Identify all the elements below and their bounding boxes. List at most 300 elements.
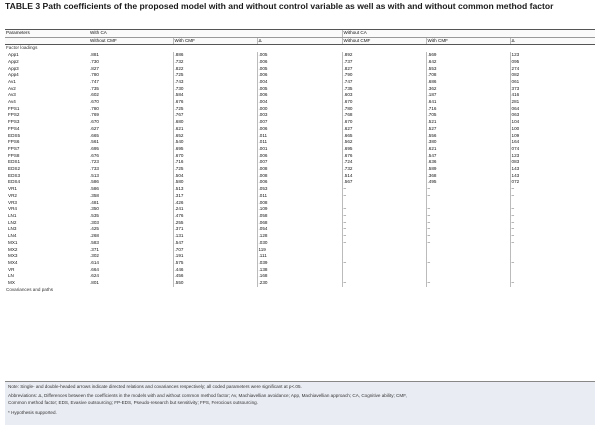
cell-without-ca-with-cmf: .708: [426, 72, 510, 79]
cell-without-ca-with-cmf: .636: [426, 159, 510, 166]
row-label: FPS3: [8, 119, 20, 125]
cell-with-ca-with-cmf: .191: [173, 253, 257, 260]
table-row: [5, 106, 595, 113]
footnote-note: Note: Single- and double-headed arrows indicate directed relations and covariances respectively; all coded parameters were significant at p<.05.: [8, 384, 302, 389]
cell-without-ca-with-cmf: .641: [426, 99, 510, 106]
table-row: [5, 206, 595, 213]
cell-with-ca-delta: .008: [257, 173, 342, 180]
table-row: [5, 79, 595, 86]
table-row: [5, 159, 595, 166]
cell-with-ca-delta: .001: [257, 146, 342, 153]
cell-without-ca-delta: 061: [510, 79, 595, 86]
row-label: EDS4: [8, 179, 21, 185]
cell-with-ca-delta: .007: [257, 119, 342, 126]
cell-without-ca-without-cmf: –: [342, 220, 426, 227]
cell-without-ca-without-cmf: [342, 200, 426, 207]
cell-without-ca-without-cmf: .603: [342, 92, 426, 99]
row-label: FPS6: [8, 139, 20, 145]
cell-with-ca-delta: .006: [257, 179, 342, 186]
row-label: FPS8: [8, 152, 20, 158]
cell-without-ca-with-cmf: .569: [426, 52, 510, 59]
cell-without-ca-delta: 074: [510, 146, 595, 153]
cell-without-ca-with-cmf: .553: [426, 66, 510, 73]
table-row: [5, 179, 595, 186]
footnote-abbreviations: Abbreviations: Δ, Differences between the coefficients in the models with and without common method factor; Av, Machiavellian avoidance; App, Machiavellian approach; CA, Cognitive ability; CMF,: [8, 393, 407, 398]
table-row: [5, 220, 595, 227]
cell-with-ca-with-cmf: .550: [173, 280, 257, 287]
cell-without-ca-without-cmf: –: [342, 233, 426, 240]
cell-with-ca-delta: .006: [257, 72, 342, 79]
row-label: MX3: [8, 253, 18, 259]
footnote-abbreviations-cont: Common method factor; EDS, Evasive outsourcing; FP-EDS, Pseudo-research but sensitivity; FPS, Ferocious outsourcing.: [8, 400, 258, 405]
cell-with-ca-without-cmf: .676: [90, 152, 99, 158]
row-label: EDS2: [8, 166, 21, 172]
table-row: [5, 226, 595, 233]
cell-with-ca-with-cmf: .743: [173, 79, 257, 86]
cell-without-ca-without-cmf: .827: [342, 66, 426, 73]
cell-with-ca-without-cmf: .586: [90, 179, 99, 185]
cell-without-ca-without-cmf: .676: [342, 153, 426, 160]
table-row: [5, 59, 595, 66]
cell-with-ca-delta: .128: [257, 233, 342, 240]
cell-with-ca-with-cmf: .621: [173, 126, 257, 133]
table-row: [5, 247, 595, 254]
cell-with-ca-with-cmf: .652: [173, 133, 257, 140]
cell-without-ca-delta: –: [510, 226, 595, 233]
cell-with-ca-delta: .006: [257, 153, 342, 160]
row-label: Av1: [8, 78, 16, 84]
cell-with-ca-without-cmf: .665: [90, 132, 99, 138]
cell-without-ca-without-cmf: –: [342, 206, 426, 213]
cell-without-ca-delta: –: [510, 260, 595, 267]
cell-with-ca-without-cmf: .358: [90, 192, 99, 198]
cell-without-ca-without-cmf: .892: [342, 52, 426, 59]
row-label: App3: [8, 65, 19, 71]
header-with-ca-delta: Δ: [257, 37, 342, 45]
cell-with-ca-with-cmf: .317: [173, 193, 257, 200]
row-label: FPS2: [8, 112, 20, 118]
cell-without-ca-delta: –: [510, 220, 595, 227]
header-without-ca-delta: Δ: [510, 37, 595, 45]
table-row: [5, 133, 595, 140]
cell-with-ca-with-cmf: .730: [173, 86, 257, 93]
header-empty: [5, 37, 89, 45]
row-label: EDS1: [8, 159, 21, 165]
cell-without-ca-with-cmf: .547: [426, 153, 510, 160]
cell-with-ca-with-cmf: .886: [173, 52, 257, 59]
cell-with-ca-with-cmf: .241: [173, 206, 257, 213]
table-row: [5, 280, 595, 287]
cell-without-ca-with-cmf: .642: [426, 59, 510, 66]
cell-without-ca-delta: 123: [510, 153, 595, 160]
cell-without-ca-with-cmf: –: [426, 220, 510, 227]
cell-with-ca-with-cmf: .732: [173, 59, 257, 66]
cell-with-ca-delta: .000: [257, 106, 342, 113]
row-label: MX1: [8, 239, 18, 245]
table-row: [5, 273, 595, 280]
cell-with-ca-without-cmf: .371: [90, 246, 99, 252]
row-label: FPS4: [8, 125, 20, 131]
cell-with-ca-without-cmf: .624: [90, 273, 99, 279]
cell-with-ca-without-cmf: .513: [90, 172, 99, 178]
row-label: Av3: [8, 92, 16, 98]
row-label: Av2: [8, 85, 16, 91]
row-label: EDS3: [8, 172, 21, 178]
cell-with-ca-with-cmf: .255: [173, 220, 257, 227]
table-row: [5, 119, 595, 126]
cell-with-ca-without-cmf: .614: [90, 259, 99, 265]
cell-with-ca-without-cmf: .881: [90, 52, 99, 58]
cell-without-ca-with-cmf: .521: [426, 119, 510, 126]
cell-without-ca-delta: 104: [510, 119, 595, 126]
cell-with-ca-delta: .005: [257, 52, 342, 59]
cell-without-ca-with-cmf: .705: [426, 112, 510, 119]
cell-without-ca-with-cmf: .621: [426, 146, 510, 153]
cell-without-ca-without-cmf: [342, 273, 426, 280]
section-covariances: [5, 287, 595, 294]
cell-without-ca-with-cmf: [426, 200, 510, 207]
table-row: [5, 52, 595, 59]
cell-with-ca-delta: .004: [257, 99, 342, 106]
cell-with-ca-with-cmf: .670: [173, 153, 257, 160]
table-row: [5, 86, 595, 93]
cell-with-ca-with-cmf: .547: [173, 240, 257, 247]
cell-with-ca-delta: .138: [257, 267, 342, 274]
cell-without-ca-without-cmf: .747: [342, 79, 426, 86]
cell-without-ca-with-cmf: [426, 273, 510, 280]
cell-with-ca-with-cmf: .504: [173, 173, 257, 180]
table-row: [5, 186, 595, 193]
cell-without-ca-without-cmf: –: [342, 260, 426, 267]
cell-with-ca-with-cmf: .584: [173, 92, 257, 99]
cell-without-ca-with-cmf: .716: [426, 106, 510, 113]
cell-without-ca-delta: –: [510, 240, 595, 247]
cell-with-ca-delta: .168: [257, 273, 342, 280]
table-row: [5, 260, 595, 267]
cell-with-ca-with-cmf: .575: [173, 260, 257, 267]
cell-without-ca-delta: [510, 253, 595, 260]
cell-with-ca-delta: 119: [257, 247, 342, 254]
cell-with-ca-with-cmf: .707: [173, 247, 257, 254]
cell-with-ca-without-cmf: .670: [90, 99, 99, 105]
header-row-1: [5, 30, 595, 38]
cell-without-ca-delta: 072: [510, 179, 595, 186]
row-label: EDS5: [8, 132, 21, 138]
table-row: [5, 92, 595, 99]
cell-with-ca-without-cmf: .602: [90, 92, 99, 98]
cell-without-ca-without-cmf: .670: [342, 119, 426, 126]
cell-with-ca-delta: .030: [257, 240, 342, 247]
cell-without-ca-without-cmf: .790: [342, 72, 426, 79]
cell-with-ca-with-cmf: .446: [173, 267, 257, 274]
cell-with-ca-with-cmf: .513: [173, 186, 257, 193]
row-label: App4: [8, 72, 19, 78]
table-row: [5, 146, 595, 153]
cell-without-ca-delta: –: [510, 280, 595, 287]
header-with-ca-with-cmf: With CMF: [173, 37, 257, 45]
cell-with-ca-without-cmf: .302: [90, 253, 99, 259]
cell-without-ca-without-cmf: [342, 247, 426, 254]
cell-without-ca-delta: 281: [510, 99, 595, 106]
cell-without-ca-with-cmf: –: [426, 193, 510, 200]
cell-without-ca-without-cmf: –: [342, 240, 426, 247]
cell-without-ca-with-cmf: –: [426, 280, 510, 287]
row-label: App1: [8, 52, 19, 58]
cell-with-ca-delta: .058: [257, 213, 342, 220]
cell-with-ca-delta: .053: [257, 186, 342, 193]
table-row: [5, 66, 595, 73]
cell-with-ca-delta: .230: [257, 280, 342, 287]
row-label: LN4: [8, 233, 17, 239]
row-label: LN3: [8, 226, 17, 232]
cell-with-ca-with-cmf: .426: [173, 200, 257, 207]
cell-without-ca-with-cmf: [426, 247, 510, 254]
cell-with-ca-with-cmf: .680: [173, 119, 257, 126]
section-factor-loadings: [5, 45, 595, 52]
cell-with-ca-delta: .004: [257, 79, 342, 86]
cell-without-ca-delta: 274: [510, 66, 595, 73]
cell-with-ca-delta: .008: [257, 200, 342, 207]
row-label: MX2: [8, 246, 18, 252]
cell-with-ca-without-cmf: .664: [90, 266, 99, 272]
cell-with-ca-without-cmf: .747: [90, 78, 99, 84]
cell-without-ca-without-cmf: .780: [342, 106, 426, 113]
cell-with-ca-without-cmf: .303: [90, 219, 99, 225]
table-row: [5, 240, 595, 247]
cell-without-ca-without-cmf: .567: [342, 179, 426, 186]
cell-with-ca-delta: .005: [257, 66, 342, 73]
cell-without-ca-without-cmf: .768: [342, 112, 426, 119]
cell-without-ca-with-cmf: –: [426, 240, 510, 247]
cell-without-ca-delta: 064: [510, 106, 595, 113]
cell-with-ca-without-cmf: .535: [90, 212, 99, 218]
table-row: [5, 267, 595, 274]
cell-without-ca-without-cmf: –: [342, 213, 426, 220]
cell-with-ca-with-cmf: .767: [173, 112, 257, 119]
cell-without-ca-delta: 143: [510, 173, 595, 180]
section-label: Covariances and paths: [6, 286, 53, 292]
cell-without-ca-without-cmf: .627: [342, 126, 426, 133]
cell-without-ca-delta: 416: [510, 92, 595, 99]
cell-without-ca-delta: [510, 200, 595, 207]
cell-without-ca-with-cmf: –: [426, 260, 510, 267]
cell-without-ca-delta: 373: [510, 86, 595, 93]
cell-without-ca-delta: [510, 273, 595, 280]
cell-with-ca-with-cmf: .725: [173, 166, 257, 173]
table-row: [5, 153, 595, 160]
cell-without-ca-with-cmf: .589: [426, 166, 510, 173]
row-label: App2: [8, 58, 19, 64]
table-row: [5, 213, 595, 220]
path-coefficients-table: [5, 29, 595, 293]
cell-with-ca-without-cmf: .561: [90, 139, 99, 145]
cell-with-ca-without-cmf: .769: [90, 112, 99, 118]
cell-with-ca-delta: .005: [257, 86, 342, 93]
cell-with-ca-without-cmf: .780: [90, 72, 99, 78]
table-row: [5, 72, 595, 79]
cell-without-ca-with-cmf: –: [426, 186, 510, 193]
row-label: LN: [8, 273, 14, 279]
cell-without-ca-delta: 082: [510, 72, 595, 79]
row-label: Av4: [8, 99, 16, 105]
cell-without-ca-without-cmf: .665: [342, 133, 426, 140]
table-row: [5, 139, 595, 146]
row-label: VR2: [8, 192, 17, 198]
row-label: VR: [8, 266, 15, 272]
cell-with-ca-delta: .006: [257, 126, 342, 133]
cell-with-ca-delta: .008: [257, 166, 342, 173]
table-row: [5, 200, 595, 207]
cell-without-ca-delta: 164: [510, 139, 595, 146]
cell-with-ca-delta: .011: [257, 133, 342, 140]
row-label: FPS1: [8, 105, 20, 111]
cell-with-ca-without-cmf: .801: [90, 280, 99, 286]
cell-without-ca-without-cmf: .732: [342, 166, 426, 173]
cell-without-ca-with-cmf: .187: [426, 92, 510, 99]
cell-without-ca-with-cmf: .686: [426, 79, 510, 86]
table-row: [5, 112, 595, 119]
cell-without-ca-delta: 143: [510, 166, 595, 173]
cell-without-ca-without-cmf: .514: [342, 173, 426, 180]
cell-with-ca-without-cmf: .695: [90, 145, 99, 151]
cell-without-ca-with-cmf: .362: [426, 86, 510, 93]
cell-with-ca-without-cmf: .730: [90, 58, 99, 64]
cell-with-ca-without-cmf: .670: [90, 119, 99, 125]
table-body: [5, 30, 595, 294]
row-label: VR4: [8, 206, 17, 212]
cell-with-ca-delta: .011: [257, 193, 342, 200]
cell-without-ca-with-cmf: .380: [426, 139, 510, 146]
cell-with-ca-delta: .111: [257, 253, 342, 260]
cell-with-ca-delta: .109: [257, 206, 342, 213]
cell-with-ca-delta: .003: [257, 112, 342, 119]
cell-without-ca-with-cmf: –: [426, 226, 510, 233]
cell-with-ca-delta: .011: [257, 139, 342, 146]
cell-with-ca-without-cmf: .350: [90, 206, 99, 212]
table-row: [5, 99, 595, 106]
cell-without-ca-delta: 109: [510, 133, 595, 140]
header-with-ca-without-cmf: Without CMF: [89, 37, 173, 45]
cell-without-ca-delta: –: [510, 193, 595, 200]
cell-with-ca-with-cmf: .716: [173, 159, 257, 166]
cell-without-ca-delta: 063: [510, 112, 595, 119]
cell-with-ca-without-cmf: .723: [90, 159, 99, 165]
cell-without-ca-delta: 083: [510, 159, 595, 166]
cell-without-ca-delta: –: [510, 186, 595, 193]
cell-with-ca-without-cmf: .268: [90, 233, 99, 239]
cell-without-ca-without-cmf: –: [342, 226, 426, 233]
cell-without-ca-delta: 123: [510, 52, 595, 59]
cell-without-ca-delta: [510, 267, 595, 274]
cell-without-ca-delta: –: [510, 213, 595, 220]
cell-with-ca-without-cmf: .583: [90, 239, 99, 245]
table-row: [5, 253, 595, 260]
cell-without-ca-delta: 100: [510, 126, 595, 133]
cell-with-ca-with-cmf: .676: [173, 99, 257, 106]
cell-without-ca-delta: –: [510, 233, 595, 240]
cell-without-ca-without-cmf: .695: [342, 146, 426, 153]
header-without-ca: Without CA: [342, 30, 595, 38]
cell-without-ca-without-cmf: –: [342, 186, 426, 193]
cell-with-ca-with-cmf: .131: [173, 233, 257, 240]
header-without-ca-with-cmf: With CMF: [426, 37, 510, 45]
header-with-ca: With CA: [89, 30, 342, 38]
cell-without-ca-without-cmf: .724: [342, 159, 426, 166]
header-without-ca-without-cmf: Without CMF: [342, 37, 426, 45]
row-label: MX4: [8, 259, 18, 265]
section-label: Factor loadings: [6, 45, 38, 51]
row-label: MX: [8, 280, 15, 286]
table-row: [5, 233, 595, 240]
cell-with-ca-with-cmf: .476: [173, 213, 257, 220]
table-row: [5, 193, 595, 200]
cell-with-ca-with-cmf: .695: [173, 146, 257, 153]
cell-with-ca-delta: .054: [257, 226, 342, 233]
cell-without-ca-delta: [510, 247, 595, 254]
row-label: VR1: [8, 186, 17, 192]
cell-with-ca-delta: .006: [257, 59, 342, 66]
cell-with-ca-delta: .007: [257, 159, 342, 166]
cell-without-ca-without-cmf: .737: [342, 59, 426, 66]
table-row: [5, 173, 595, 180]
cell-with-ca-with-cmf: .456: [173, 273, 257, 280]
cell-with-ca-with-cmf: .540: [173, 139, 257, 146]
cell-without-ca-with-cmf: –: [426, 213, 510, 220]
cell-with-ca-with-cmf: .725: [173, 106, 257, 113]
row-label: LN1: [8, 212, 17, 218]
cell-without-ca-with-cmf: .368: [426, 173, 510, 180]
cell-without-ca-without-cmf: .562: [342, 139, 426, 146]
cell-with-ca-without-cmf: .733: [90, 166, 99, 172]
row-label: FPS7: [8, 145, 20, 151]
table-row: [5, 166, 595, 173]
cell-without-ca-without-cmf: .735: [342, 86, 426, 93]
table-title: TABLE 3 Path coefficients of the proposed model with and without control variable as well as with and without common method factor: [5, 1, 554, 11]
table-footnotes: [5, 381, 595, 425]
cell-with-ca-without-cmf: .827: [90, 65, 99, 71]
cell-without-ca-without-cmf: .670: [342, 99, 426, 106]
footnote-hypothesis: * Hypothesis supported.: [8, 410, 57, 415]
cell-without-ca-with-cmf: [426, 267, 510, 274]
cell-with-ca-with-cmf: .725: [173, 72, 257, 79]
header-row-2: [5, 37, 595, 45]
cell-without-ca-without-cmf: [342, 267, 426, 274]
cell-with-ca-with-cmf: .580: [173, 179, 257, 186]
cell-with-ca-delta: .039: [257, 260, 342, 267]
cell-with-ca-without-cmf: .425: [90, 226, 99, 232]
table-row: [5, 126, 595, 133]
cell-without-ca-with-cmf: –: [426, 206, 510, 213]
row-label: VR3: [8, 199, 17, 205]
cell-with-ca-delta: .006: [257, 92, 342, 99]
cell-without-ca-delta: –: [510, 206, 595, 213]
cell-with-ca-with-cmf: .371: [173, 226, 257, 233]
cell-with-ca-without-cmf: .627: [90, 125, 99, 131]
cell-without-ca-without-cmf: –: [342, 280, 426, 287]
header-parameters: Parameters: [5, 30, 89, 38]
cell-without-ca-with-cmf: [426, 253, 510, 260]
cell-with-ca-without-cmf: .735: [90, 85, 99, 91]
cell-with-ca-without-cmf: .586: [90, 186, 99, 192]
cell-without-ca-with-cmf: .527: [426, 126, 510, 133]
cell-without-ca-with-cmf: .556: [426, 133, 510, 140]
cell-without-ca-with-cmf: .495: [426, 179, 510, 186]
cell-without-ca-delta: 095: [510, 59, 595, 66]
cell-without-ca-with-cmf: –: [426, 233, 510, 240]
cell-with-ca-delta: .068: [257, 220, 342, 227]
row-label: LN2: [8, 219, 17, 225]
cell-without-ca-without-cmf: –: [342, 193, 426, 200]
